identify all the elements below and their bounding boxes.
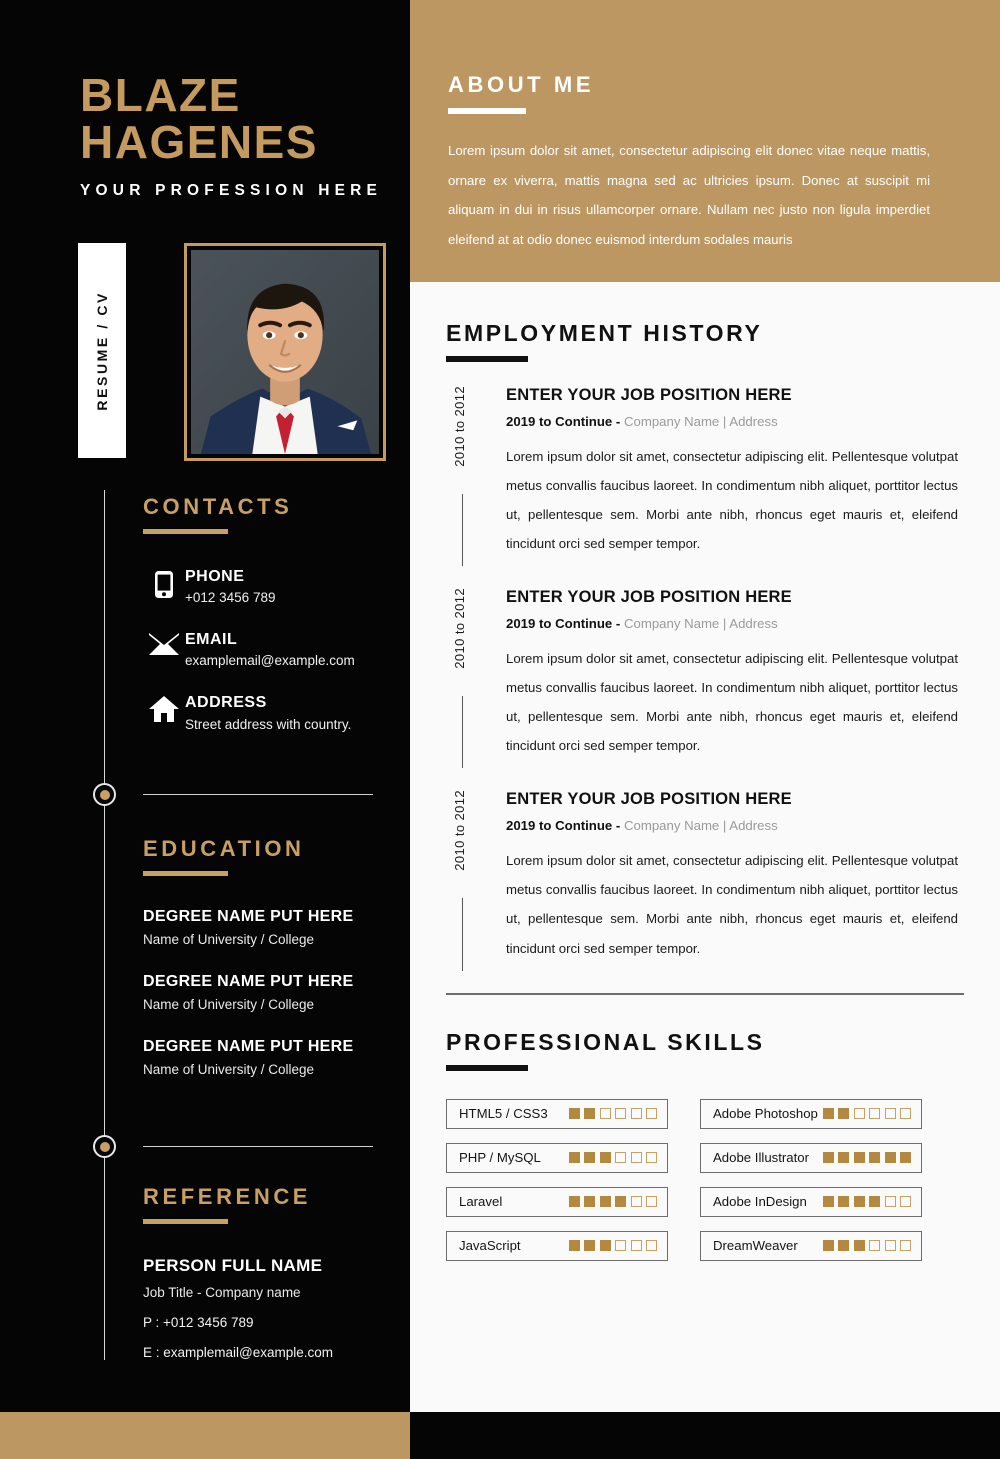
employment-description: Lorem ipsum dolor sit amet, consectetur adipiscing elit. Pellentesque volutpat metus convallis faucibus laoreet. In condimentum nibh aliquet, porttitor lectus ut, pellentesque sem. Morbi ante nibh, rhoncus eget mauris et, eleifend tincidunt orci sed semper tempor. xyxy=(506,449,958,552)
rating-square-filled xyxy=(838,1108,849,1119)
about-me-section xyxy=(410,0,1000,282)
rating-square-filled xyxy=(569,1108,580,1119)
contact-text-phone xyxy=(185,567,275,605)
skill-name: HTML5 / CSS3 xyxy=(459,1106,548,1122)
employment-address: Address xyxy=(729,616,778,632)
rating-square-filled xyxy=(584,1108,595,1119)
skills-underline xyxy=(446,1065,528,1071)
left-sidebar xyxy=(0,0,410,1412)
reference-title: REFERENCE xyxy=(143,1184,312,1209)
employment-period: 2019 to Continue - xyxy=(506,414,621,429)
skill-rating xyxy=(569,1240,658,1251)
skill-name: JavaScript xyxy=(459,1238,521,1254)
rating-square-empty xyxy=(885,1240,896,1251)
about-me-underline xyxy=(448,108,526,114)
skill-name: Laravel xyxy=(459,1194,503,1210)
contact-item-phone xyxy=(143,567,393,605)
employment-position: ENTER YOUR JOB POSITION HERE xyxy=(506,386,792,404)
rating-square-filled xyxy=(600,1240,611,1251)
reference-email: E : examplemail@example.com xyxy=(143,1345,334,1360)
contact-text-email xyxy=(185,630,355,668)
skill-item[interactable] xyxy=(446,1099,668,1129)
education-underline xyxy=(143,871,228,876)
employment-company: Company Name | xyxy=(623,414,727,429)
reference-section xyxy=(143,1184,393,1360)
employment-description: Lorem ipsum dolor sit amet, consectetur adipiscing elit. Pellentesque volutpat metus convallis faucibus laoreet. In condimentum nibh aliquet, porttitor lectus ut, pellentesque sem. Morbi ante nibh, rhoncus eget mauris et, eleifend tincidunt orci sed semper tempor. xyxy=(506,651,958,754)
contact-text-address xyxy=(185,693,351,731)
employment-date-column xyxy=(446,790,486,962)
rating-square-filled xyxy=(838,1152,849,1163)
photo-row xyxy=(78,243,386,461)
rating-square-empty xyxy=(854,1108,865,1119)
education-title: EDUCATION xyxy=(143,836,305,861)
rating-square-filled xyxy=(885,1152,896,1163)
skill-rating xyxy=(569,1196,658,1207)
resume-cv-label: RESUME / CV xyxy=(94,290,110,411)
skill-rating xyxy=(823,1196,912,1207)
education-list xyxy=(143,908,393,1077)
rating-square-filled xyxy=(584,1152,595,1163)
rating-square-empty xyxy=(646,1196,657,1207)
rating-square-filled xyxy=(869,1196,880,1207)
rating-square-empty xyxy=(631,1196,642,1207)
employment-period: 2019 to Continue - xyxy=(506,818,621,834)
rating-square-filled xyxy=(569,1152,580,1163)
rating-square-filled xyxy=(823,1152,834,1163)
education-item xyxy=(143,1038,393,1077)
rating-square-empty xyxy=(631,1152,642,1163)
rating-square-filled xyxy=(854,1240,865,1251)
contacts-section xyxy=(143,494,393,757)
reference-person-name: PERSON FULL NAME xyxy=(143,1256,323,1275)
reference-underline xyxy=(143,1219,228,1224)
right-content xyxy=(410,282,1000,1261)
skill-name: PHP / MySQL xyxy=(459,1150,541,1166)
rating-square-filled xyxy=(584,1240,595,1251)
contacts-underline xyxy=(143,529,228,534)
skill-rating xyxy=(823,1108,912,1119)
skill-rating xyxy=(823,1152,912,1163)
rating-square-empty xyxy=(631,1240,642,1251)
education-degree: DEGREE NAME PUT HERE xyxy=(143,973,354,990)
rating-square-filled xyxy=(615,1196,626,1207)
rating-square-filled xyxy=(569,1240,580,1251)
rating-square-filled xyxy=(600,1152,611,1163)
employment-description: Lorem ipsum dolor sit amet, consectetur adipiscing elit. Pellentesque volutpat metus convallis faucibus laoreet. In condimentum nibh aliquet, porttitor lectus ut, pellentesque sem. Morbi ante nibh, rhoncus eget mauris et, eleifend tincidunt orci sed semper tempor. xyxy=(506,853,958,956)
skill-item[interactable] xyxy=(446,1143,668,1173)
rating-square-filled xyxy=(900,1152,911,1163)
contact-value: Street address with country. xyxy=(185,716,352,732)
name-block xyxy=(0,0,410,200)
skill-name: Adobe Photoshop xyxy=(713,1106,818,1122)
contact-label: EMAIL xyxy=(185,631,238,649)
contact-item-address xyxy=(143,693,393,731)
rating-square-empty xyxy=(885,1196,896,1207)
skills-section xyxy=(410,995,1000,1261)
employment-date-range: 2010 to 2012 xyxy=(452,790,467,872)
skill-name: DreamWeaver xyxy=(713,1238,798,1254)
employment-position: ENTER YOUR JOB POSITION HERE xyxy=(506,790,792,809)
employment-company: Company Name | xyxy=(623,818,727,834)
employment-position: ENTER YOUR JOB POSITION HERE xyxy=(506,588,792,607)
employment-list xyxy=(410,386,1000,963)
timeline-divider-1 xyxy=(143,794,373,795)
contact-value: examplemail@example.com xyxy=(185,653,355,669)
rating-square-filled xyxy=(869,1152,880,1163)
about-me-body: Lorem ipsum dolor sit amet, consectetur adipiscing elit donec vitae neque mattis, ornare ex viverra, mattis magna sed ac ultricies ipsum. Donec at suscipit mi aliquam in dui in risus ullamcorper ornare. Nullam nec justo non ligula imperdiet eleifend at at odio donec euismod interdum sodales mauris xyxy=(448,143,930,248)
rating-square-filled xyxy=(854,1152,865,1163)
employment-date-column xyxy=(446,386,486,558)
employment-tick-line xyxy=(462,696,463,768)
skill-item[interactable] xyxy=(700,1231,922,1261)
rating-square-empty xyxy=(900,1108,911,1119)
reference-phone: P : +012 3456 789 xyxy=(143,1315,254,1330)
timeline-dot-1 xyxy=(93,783,116,806)
education-institution: Name of University / College xyxy=(143,1062,315,1077)
profile-photo xyxy=(191,250,379,454)
rating-square-filled xyxy=(854,1196,865,1207)
education-degree: DEGREE NAME PUT HERE xyxy=(143,908,354,925)
employment-address: Address xyxy=(729,818,778,834)
skills-grid xyxy=(446,1099,1000,1261)
employment-company: Company Name | xyxy=(623,616,727,632)
rating-square-empty xyxy=(646,1240,657,1251)
email-icon xyxy=(143,630,185,655)
rating-square-filled xyxy=(823,1240,834,1251)
employment-meta xyxy=(506,616,1000,631)
rating-square-filled xyxy=(569,1196,580,1207)
skill-item[interactable] xyxy=(700,1143,922,1173)
about-me-title: ABOUT ME xyxy=(448,72,595,97)
rating-square-empty xyxy=(631,1108,642,1119)
education-section xyxy=(143,836,393,1103)
employment-body xyxy=(486,588,1000,760)
contacts-title: CONTACTS xyxy=(143,494,293,519)
rating-square-empty xyxy=(869,1240,880,1251)
rating-square-filled xyxy=(838,1240,849,1251)
contact-item-email xyxy=(143,630,393,668)
rating-square-empty xyxy=(885,1108,896,1119)
resume-cv-vertical-tab xyxy=(78,243,126,458)
employment-entry xyxy=(446,386,1000,558)
rating-square-filled xyxy=(823,1196,834,1207)
rating-square-filled xyxy=(584,1196,595,1207)
skill-rating xyxy=(569,1152,658,1163)
education-institution: Name of University / College xyxy=(143,932,315,947)
skill-rating xyxy=(823,1240,912,1251)
employment-tick-line xyxy=(462,898,463,970)
employment-body xyxy=(486,386,1000,558)
last-name: HAGENES xyxy=(80,115,318,168)
skills-title: PROFESSIONAL SKILLS xyxy=(446,1028,765,1055)
employment-tick-line xyxy=(462,494,463,566)
timeline-dot-core xyxy=(100,790,110,800)
skill-item[interactable] xyxy=(700,1099,922,1129)
education-item xyxy=(143,973,393,1012)
rating-square-empty xyxy=(900,1196,911,1207)
employment-underline xyxy=(446,356,528,362)
timeline-divider-2 xyxy=(143,1146,373,1147)
contact-label: ADDRESS xyxy=(185,694,267,712)
footer-bar-black xyxy=(410,1412,1000,1459)
timeline-dot-2 xyxy=(93,1135,116,1158)
employment-body xyxy=(486,790,1000,962)
home-icon xyxy=(143,693,185,722)
rating-square-empty xyxy=(615,1152,626,1163)
profile-photo-frame xyxy=(184,243,386,461)
skill-item[interactable] xyxy=(446,1231,668,1261)
rating-square-empty xyxy=(615,1108,626,1119)
first-name: BLAZE xyxy=(80,69,241,121)
education-institution: Name of University / College xyxy=(143,997,315,1012)
skill-rating xyxy=(569,1108,658,1119)
rating-square-empty xyxy=(646,1108,657,1119)
skill-item[interactable] xyxy=(700,1187,922,1217)
skill-item[interactable] xyxy=(446,1187,668,1217)
employment-header xyxy=(410,282,1000,362)
employment-entry xyxy=(446,588,1000,760)
employment-meta xyxy=(506,818,1000,833)
employment-meta xyxy=(506,414,1000,429)
employment-date-range: 2010 to 2012 xyxy=(452,386,467,467)
skill-name: Adobe Illustrator xyxy=(713,1150,810,1166)
rating-square-filled xyxy=(823,1108,834,1119)
employment-address: Address xyxy=(729,414,778,429)
rating-square-filled xyxy=(600,1196,611,1207)
reference-job-title: Job Title - Company name xyxy=(143,1285,301,1300)
employment-date-range: 2010 to 2012 xyxy=(452,588,467,669)
sidebar-timeline-rail xyxy=(104,490,105,1360)
contact-value: +012 3456 789 xyxy=(185,590,276,606)
education-item xyxy=(143,908,393,947)
contact-label: PHONE xyxy=(185,568,245,585)
education-degree: DEGREE NAME PUT HERE xyxy=(143,1038,354,1055)
rating-square-empty xyxy=(646,1152,657,1163)
rating-square-filled xyxy=(838,1196,849,1207)
footer-bar-gold xyxy=(0,1412,410,1459)
employment-title: EMPLOYMENT HISTORY xyxy=(446,320,763,346)
employment-entry xyxy=(446,790,1000,962)
timeline-dot-core xyxy=(100,1142,110,1152)
rating-square-empty xyxy=(615,1240,626,1251)
rating-square-empty xyxy=(900,1240,911,1251)
skill-name: Adobe InDesign xyxy=(713,1194,807,1210)
phone-icon xyxy=(143,567,185,599)
profession-subtitle: YOUR PROFESSION HERE xyxy=(80,181,383,199)
contacts-list xyxy=(143,567,393,732)
employment-period: 2019 to Continue - xyxy=(506,616,621,632)
employment-date-column xyxy=(446,588,486,760)
rating-square-empty xyxy=(600,1108,611,1119)
rating-square-empty xyxy=(869,1108,880,1119)
